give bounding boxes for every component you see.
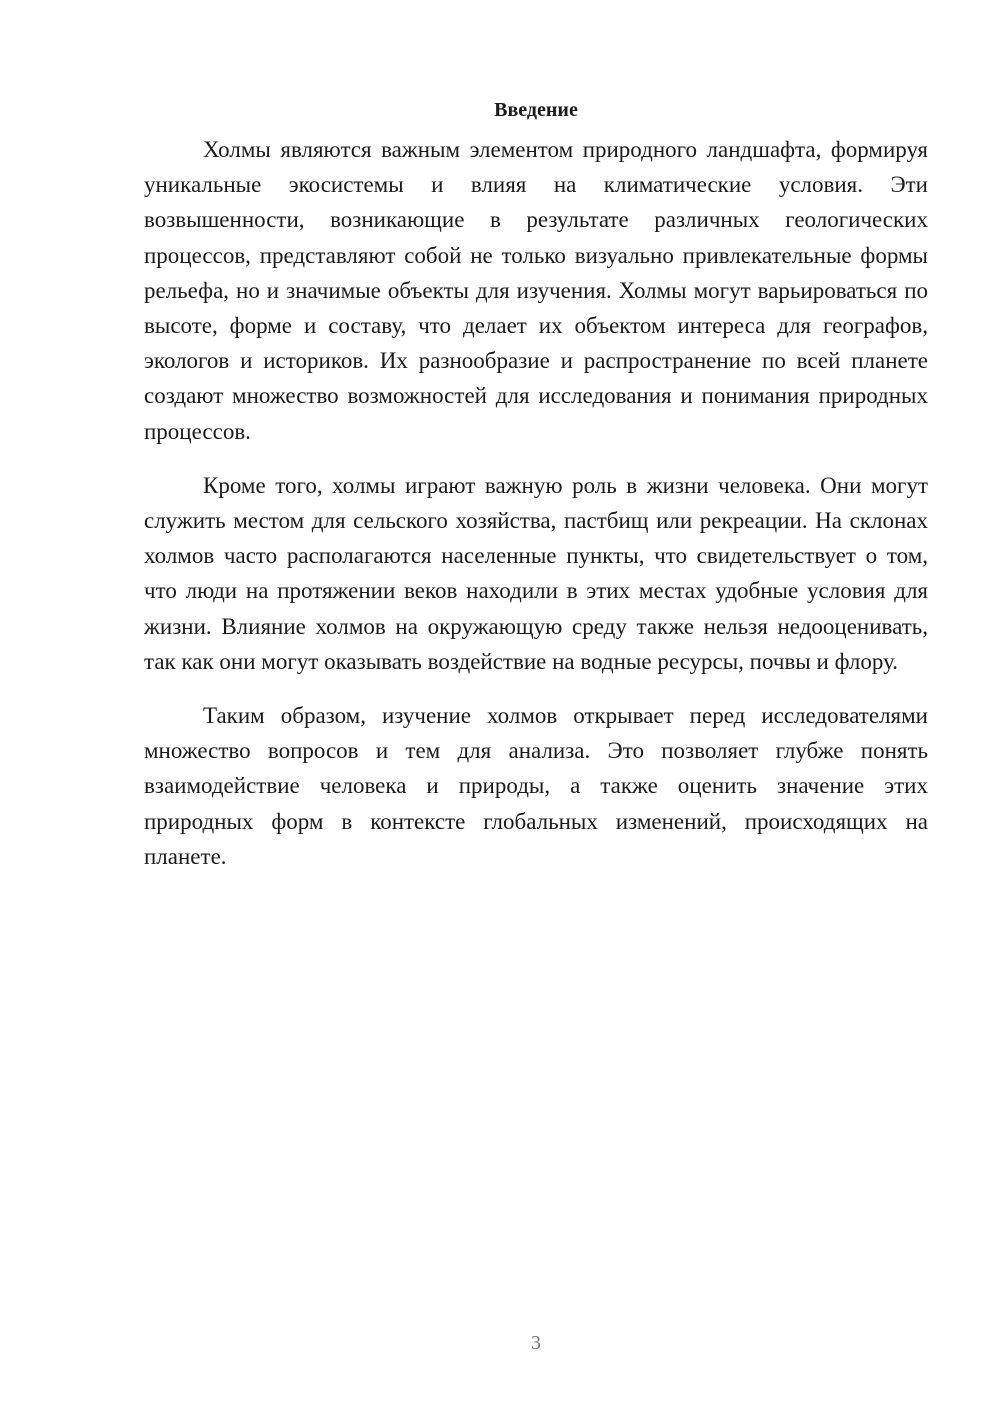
paragraph-3: Таким образом, изучение холмов открывает перед исследователями множество вопросов и тем для анализа. Это позволяет глубже понять взаимодействие человека и природы, а также оценить значение этих природных форм в контексте глобальных изменений, происходящих на планете. [144, 703, 928, 869]
page-number: 3 [531, 1332, 541, 1354]
page-content [144, 92, 928, 893]
paragraph-2: Кроме того, холмы играют важную роль в жизни человека. Они могут служить местом для сельского хозяйства, пастбищ или рекреации. На склонах холмов часто располагаются населенные пункты, что свидетельствует о том, что люди на протяжении веков находили в этих местах удобные условия для жизни. Влияние холмов на окружающую среду также нельзя недооценивать, так как они могут оказывать воздействие на водные ресурсы, почвы и флору. [144, 472, 928, 674]
paragraph-1: Холмы являются важным элементом природного ландшафта, формируя уникальные экосистемы и влияя на климатические условия. Эти возвышенности, возникающие в результате различных геологических процессов, представляют собой не только визуально привлекательные формы рельефа, но и значимые объекты для изучения. Холмы могут варьироваться по высоте, форме и составу, что делает их объектом интереса для географов, экологов и историков. Их разнообразие и распространение по всей планете создают множество возможностей для исследования и понимания природных процессов. [144, 137, 928, 444]
section-title: Введение [494, 99, 578, 121]
